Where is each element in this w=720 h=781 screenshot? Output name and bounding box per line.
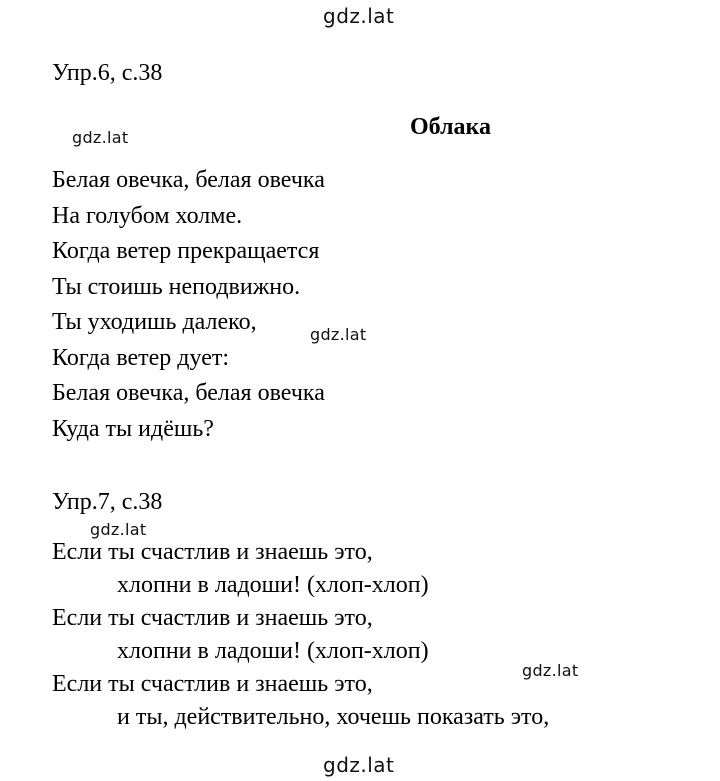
poem-line: Ты уходишь далеко,	[52, 309, 257, 335]
song-line: Если ты счастлив и знаешь это,	[52, 671, 373, 697]
watermark-left-lower: gdz.lat	[90, 520, 147, 539]
watermark-bottom: gdz.lat	[323, 753, 395, 777]
poem-line: Белая овечка, белая овечка	[52, 167, 325, 193]
song-line-indented: хлопни в ладоши! (хлоп-хлоп)	[117, 572, 429, 598]
poem-line: Куда ты идёшь?	[52, 416, 214, 442]
watermark-right: gdz.lat	[522, 661, 579, 680]
poem-line: Белая овечка, белая овечка	[52, 380, 325, 406]
song-line-indented: хлопни в ладоши! (хлоп-хлоп)	[117, 638, 429, 664]
watermark-middle: gdz.lat	[310, 325, 367, 344]
exercise-6-poem	[52, 167, 672, 457]
exercise-6-heading: Упр.6, с.38	[52, 60, 163, 86]
poem-title: Облака	[410, 114, 491, 140]
poem-line: Ты стоишь неподвижно.	[52, 274, 301, 300]
watermark-top: gdz.lat	[323, 4, 395, 28]
song-line-indented: и ты, действительно, хочешь показать это,	[117, 704, 550, 730]
poem-line: Когда ветер прекращается	[52, 238, 320, 264]
exercise-7-song	[52, 539, 692, 739]
exercise-7-heading: Упр.7, с.38	[52, 489, 163, 515]
poem-line: Когда ветер дует:	[52, 345, 230, 371]
watermark-left: gdz.lat	[72, 128, 129, 147]
song-line: Если ты счастлив и знаешь это,	[52, 605, 373, 631]
poem-line: На голубом холме.	[52, 203, 243, 229]
song-line: Если ты счастлив и знаешь это,	[52, 539, 373, 565]
